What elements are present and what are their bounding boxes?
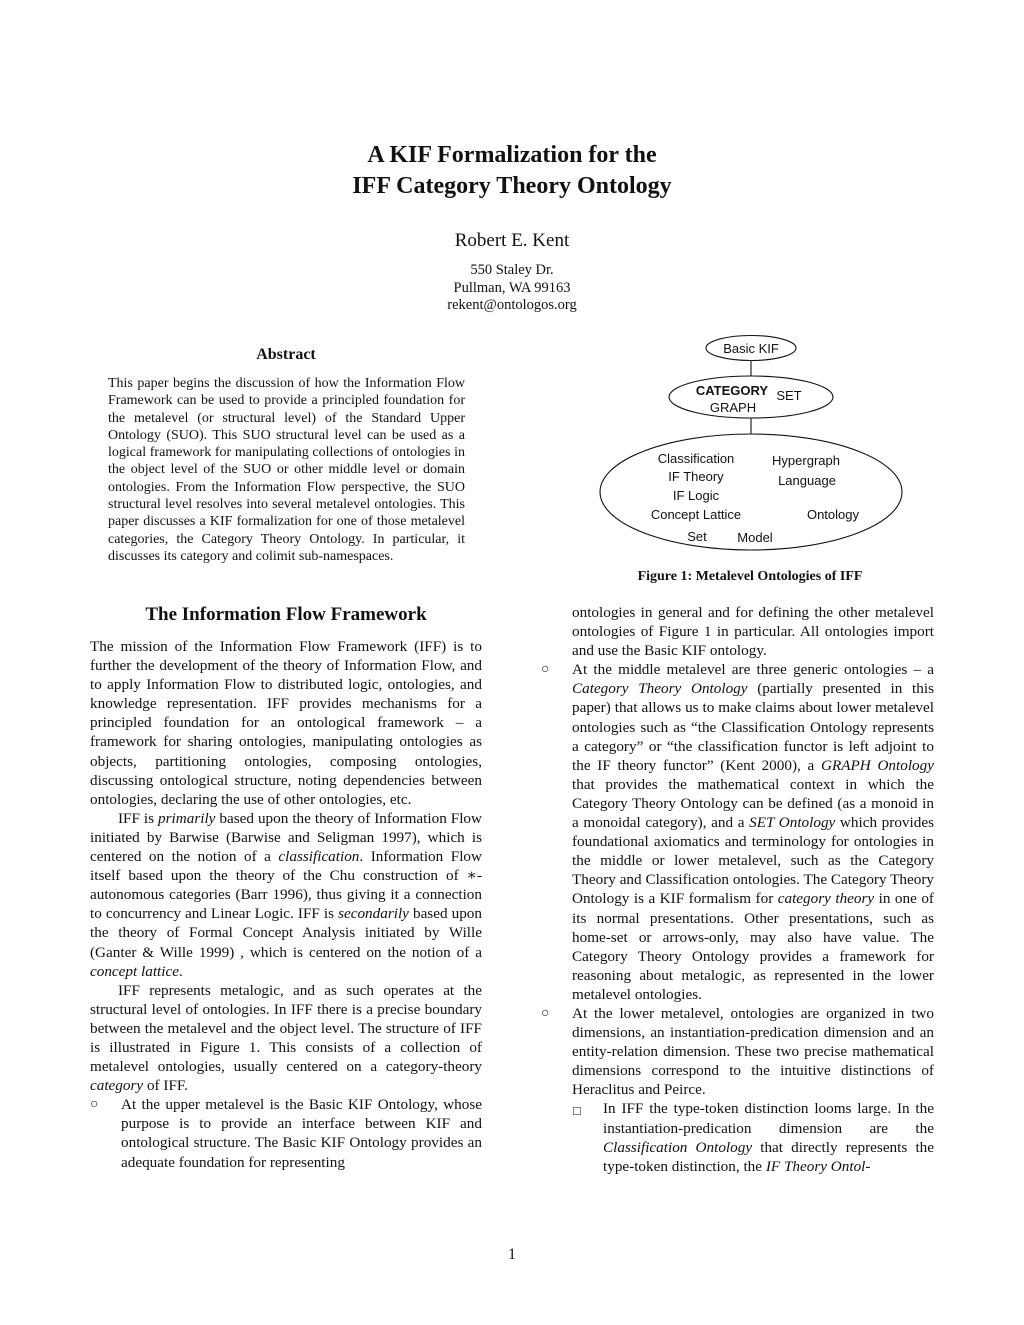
abstract-heading: Abstract: [256, 346, 316, 363]
figure-metalevel-ontologies: [596, 334, 904, 562]
section-heading: The Information Flow Framework: [145, 604, 427, 625]
bullet-upper-metalevel-continued: [541, 603, 934, 660]
bullet-lower-metalevel: ○ At the lower metalevel, ontologies are organized in two dimensions, an instantiation-predication dimension and an entity-relation dimension. These two precise mathematical dimensions correspond to the intuitive distinctions of Heraclitus and Peirce.: [541, 1004, 934, 1099]
concept-lattice-label: Concept Lattice: [650, 507, 742, 522]
author-address-street: 550 Staley Dr.: [470, 262, 554, 278]
paragraph-2: IFF is primarily based upon the theory of Information Flow initiated by Barwise (Barwise and Seligman 1997), which is centered on the notion of a classification. Information Flow itself based upon the theory of the Chu construction of ∗-autonomous categories (Barr 1996), thus giving it a connection to concurrency and Linear Logic. IFF is secondarily based upon the theory of Formal Concept Analysis initiated by Wille (Ganter & Wille 1999) , which is centered on the notion of a concept lattice.: [90, 809, 482, 980]
set-label: SET: [776, 388, 802, 403]
bullet-1-text-part1: At the upper metalevel is the Basic KIF Ontology, whose purpose is to provide an interface between KIF and ontological structure. The Basic KIF Ontology provides an adequate foundation for representing: [121, 1096, 482, 1171]
ontology-label: Ontology: [806, 507, 860, 522]
category-label: CATEGORY: [695, 383, 769, 398]
page-number: 1: [508, 1246, 516, 1263]
classification-label: Classification: [657, 451, 735, 466]
paper-title-line2: IFF Category Theory Ontology: [352, 173, 672, 199]
if-theory-label: IF Theory: [668, 469, 724, 484]
paragraph-1: The mission of the Information Flow Framework (IFF) is to further the development of the theory of Information Flow, and to apply Information Flow to distributed logic, ontologies, and knowledge representation. IFF provides mechanisms for a principled foundation for an ontological framework – a framework for sharing ontologies, manipulating ontologies as objects, partitioning ontologies, composing ontologies, discussing ontological structure, noting dependencies between ontologies, declaring the use of other ontologies, etc.: [90, 638, 482, 808]
bullet-middle-metalevel: ○ At the middle metalevel are three generic ontologies – a Category Theory Ontology (partially presented in this paper) that allows us to make claims about lower metalevel ontologies such as “the Classification Ontology represents a category” or “the classification functor is left adjoint to the IF theory functor” (Kent 2000), a GRAPH Ontology that provides the mathematical context in which the Category Theory Ontology can be defined (as a monoid in a monoidal category), and a SET Ontology which provides foundational axiomatics and terminology for ontologies in the middle or lower metalevel, such as the Category Theory and Classification ontologies. The Category Theory Ontology is a KIF formalism for category theory in one of its normal presentations. Other presentations, such as home-set or arrows-only, may also have value. The Category Theory Ontology provides a framework for reasoning about metalogic, as represented in the lower metalevel ontologies.: [541, 661, 934, 1003]
author-address-city: Pullman, WA 99163: [453, 279, 571, 296]
figure-caption: Figure 1: Metalevel Ontologies of IFF: [637, 569, 863, 584]
bullet-circle-icon: ○: [541, 662, 550, 678]
bullet-circle-icon: ○: [90, 1097, 99, 1113]
model-label: Model: [737, 530, 773, 545]
author-name: Robert E. Kent: [454, 230, 570, 251]
title-block: [0, 140, 1024, 315]
bullet-circle-icon: ○: [541, 1005, 550, 1021]
right-column: [541, 603, 934, 1176]
graph-label: GRAPH: [709, 400, 757, 415]
paragraph-3: IFF represents metalogic, and as such operates at the structural level of ontologies. In IFF there is a precise boundary between the metalevel and the object level. The structure of IFF is illustrated in Figure 1. This consists of a collection of metalevel ontologies, usually centered on a category-theory category of IFF.: [90, 981, 482, 1095]
paper-title-line1: A KIF Formalization for the: [367, 142, 657, 168]
hypergraph-label: Hypergraph: [772, 453, 840, 468]
sub-bullet-type-token: □ In IFF the type-token distinction looms large. In the instantiation-predication dimension are the Classification Ontology that directly represents the type-token distinction, the IF Theory Ontol-: [573, 1100, 934, 1175]
left-column: [90, 637, 482, 1172]
author-email: rekent@ontologos.org: [447, 297, 577, 313]
bullet-square-icon: □: [573, 1103, 581, 1119]
basic-kif-label: Basic KIF: [723, 341, 779, 356]
set-lower-label: Set: [687, 529, 707, 544]
language-label: Language: [778, 473, 836, 488]
bullet-upper-metalevel: [90, 1095, 482, 1171]
bullet-1-text-part2: ontologies in general and for defining the other metalevel ontologies of Figure 1 in particular. All ontologies import and use the Basic KIF ontology.: [572, 604, 934, 660]
if-logic-label: IF Logic: [672, 488, 720, 503]
abstract-text: This paper begins the discussion of how the Information Flow Framework can be used to provide a principled foundation for the metalevel (or structural level) of the Standard Upper Ontology (SUO). This SUO structural level can be used as a logical framework for manipulating collections of ontologies in the object level of the SUO or other middle level or domain ontologies. From the Information Flow perspective, the SUO structural level resolves into several metalevel ontologies. This paper discusses a KIF formalization for one of those metalevel categories, the Category Theory Ontology. In particular, it discusses its category and colimit sub-namespaces.: [108, 376, 465, 564]
